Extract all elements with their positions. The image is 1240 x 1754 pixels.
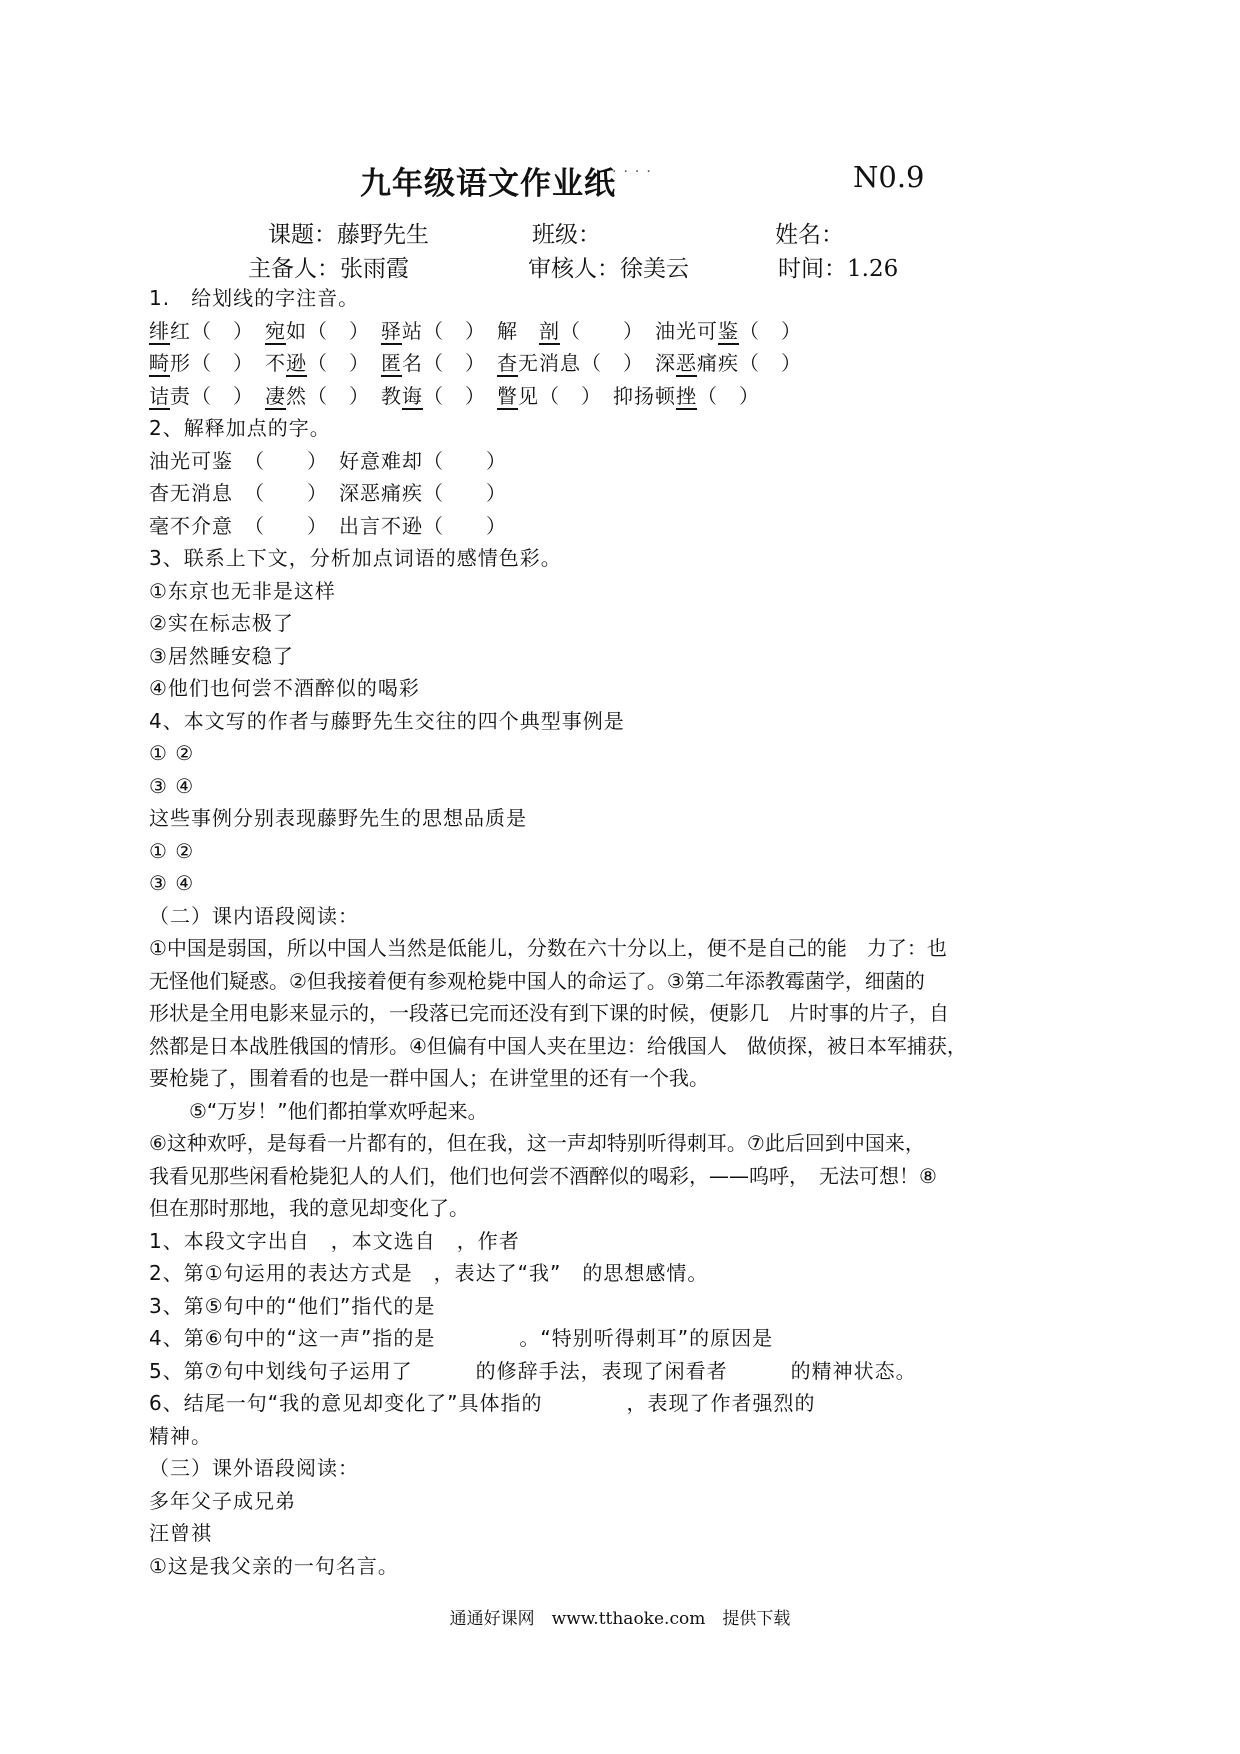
section-3-title: 多年父子成兄弟 bbox=[149, 1489, 296, 1513]
underlined-char: 诘 bbox=[149, 384, 170, 408]
underlined-char: 恶 bbox=[676, 351, 697, 375]
class-label: 班级： bbox=[532, 222, 601, 248]
title-dots: .... bbox=[612, 160, 658, 176]
q1-prompt: 1. 给划线的字注音。 bbox=[149, 286, 360, 310]
passage-line: 要枪毙了，围着看的也是一群中国人；在讲堂里的还有一个我。 bbox=[149, 1066, 709, 1090]
q3-prompt: 3、联系上下文，分析加点词语的感情色彩。 bbox=[149, 546, 562, 570]
reviewer-label: 审核人：徐美云 bbox=[528, 256, 689, 282]
title-row bbox=[360, 158, 960, 208]
footer-credit: 通通好课网 www.tthaoke.com 提供下载 bbox=[449, 1609, 791, 1629]
row-text: （ ） bbox=[739, 319, 802, 343]
q4-line-b: ③ ④ bbox=[149, 774, 195, 798]
row-text: （ ） 油光可 bbox=[560, 319, 718, 343]
section-2-heading: （二）课内语段阅读： bbox=[149, 904, 359, 928]
underlined-char: 畸 bbox=[149, 351, 170, 375]
passage-line: ⑥这种欢呼，是每看一片都有的，但在我，这一声却特别听得刺耳。⑦此后回到中国来， bbox=[149, 1131, 925, 1155]
section-3-heading: （三）课外语段阅读： bbox=[149, 1456, 359, 1480]
preparer-label: 主备人：张雨霞 bbox=[248, 256, 409, 282]
q3-item-3: ③居然睡安稳了 bbox=[149, 644, 294, 668]
row-text: 痛疾（ ） bbox=[697, 351, 802, 375]
underlined-char: 凄 bbox=[265, 384, 286, 408]
time-label: 时间：1.26 bbox=[778, 256, 899, 282]
q4-line-a: ① ② bbox=[149, 741, 195, 765]
section-2-question-6: 6、结尾一句“我的意见却变化了”具体指的 ，表现了作者强烈的 bbox=[149, 1391, 816, 1415]
underlined-char: 逊 bbox=[286, 351, 307, 375]
row-text: 站（ ） 解 bbox=[402, 319, 539, 343]
row-text: 然（ ） 教 bbox=[286, 384, 402, 408]
underlined-char: 宛 bbox=[265, 319, 286, 343]
q2-row-1: 油光可鉴 （ ） 好意难却（ ） bbox=[149, 449, 507, 473]
q1-row-2 bbox=[149, 350, 802, 376]
underlined-char: 绯 bbox=[149, 319, 170, 343]
underlined-char: 瞥 bbox=[497, 384, 518, 408]
row-text: （ ） bbox=[307, 351, 381, 375]
underlined-char: 杳 bbox=[497, 351, 518, 375]
q3-item-1: ①东京也无非是这样 bbox=[149, 579, 336, 603]
section-3-first-line: ①这是我父亲的一句名言。 bbox=[149, 1554, 399, 1578]
q3-item-4: ④他们也何尝不酒醉似的喝彩 bbox=[149, 676, 420, 700]
underlined-char: 诲 bbox=[402, 384, 423, 408]
q1-row-1 bbox=[149, 318, 802, 344]
underlined-char: 鉴 bbox=[718, 319, 739, 343]
q2-prompt: 2、解释加点的字。 bbox=[149, 416, 331, 440]
name-label: 姓名： bbox=[775, 222, 844, 248]
q2-row-2: 杳无消息 （ ） 深恶痛疾（ ） bbox=[149, 481, 507, 505]
row-text: （ ） bbox=[697, 384, 760, 408]
worksheet-number: N0.9 bbox=[853, 160, 925, 194]
passage-line: 我看见那些闲看枪毙犯人的人们，他们也何尝不酒醉似的喝彩，——呜呼， 无法可想！⑧ bbox=[149, 1164, 937, 1188]
q4-prompt: 4、本文写的作者与藤野先生交往的四个典型事例是 bbox=[149, 709, 625, 733]
row-text: 见（ ） 抑扬顿 bbox=[518, 384, 676, 408]
section-2-question-2: 2、第①句运用的表达方式是 ，表达了“我” 的思想感情。 bbox=[149, 1261, 709, 1285]
topic-label: 课题：藤野先生 bbox=[268, 222, 429, 248]
passage-line: 但在那时那地，我的意见却变化了。 bbox=[149, 1196, 469, 1220]
row-text: 名（ ） bbox=[402, 351, 497, 375]
underlined-char: 挫 bbox=[676, 384, 697, 408]
q3-item-2: ②实在标志极了 bbox=[149, 611, 294, 635]
row-text: （ ） bbox=[423, 384, 497, 408]
section-2-question-3: 3、第⑤句中的“他们”指代的是 bbox=[149, 1294, 436, 1318]
section-2-question-5: 5、第⑦句中划线句子运用了 的修辞手法，表现了闲看者 的精神状态。 bbox=[149, 1359, 917, 1383]
passage-line: ⑤“万岁！”他们都拍掌欢呼起来。 bbox=[149, 1099, 488, 1123]
q4-line-c: ① ② bbox=[149, 839, 195, 863]
underlined-char: 匿 bbox=[381, 351, 402, 375]
section-2-question-4: 4、第⑥句中的“这一声”指的是 。“特别听得刺耳”的原因是 bbox=[149, 1326, 774, 1350]
passage-line: 然都是日本战胜俄国的情形。④但偏有中国人夹在里边：给俄国人 做侦探，被日本军捕获， bbox=[149, 1034, 967, 1058]
section-2-question-1: 1、本段文字出自 ，本文选自 ，作者 bbox=[149, 1229, 520, 1253]
passage-line: 无怪他们疑惑。②但我接着便有参观枪毙中国人的命运了。③第二年添教霉菌学，细菌的 bbox=[149, 969, 925, 993]
section-2-question-6-cont: 精神。 bbox=[149, 1424, 212, 1448]
underlined-char: 剖 bbox=[539, 319, 560, 343]
passage-line: ①中国是弱国，所以中国人当然是低能儿，分数在六十分以上，便不是自己的能 力了：也 bbox=[149, 936, 947, 960]
q2-row-3: 毫不介意 （ ） 出言不逊（ ） bbox=[149, 514, 507, 538]
underlined-char: 驿 bbox=[381, 319, 402, 343]
passage-line: 形状是全用电影来显示的，一段落已完而还没有到下课的时候，便影几 片时事的片子，自 bbox=[149, 1001, 949, 1025]
page-title: 九年级语文作业纸 bbox=[360, 166, 616, 202]
row-text: 无消息（ ） 深 bbox=[518, 351, 676, 375]
q4-line-d: ③ ④ bbox=[149, 871, 195, 895]
q4-prompt-2: 这些事例分别表现藤野先生的思想品质是 bbox=[149, 806, 527, 830]
q1-row-3 bbox=[149, 383, 760, 409]
row-text: 责（ ） bbox=[170, 384, 265, 408]
row-text: 红（ ） bbox=[170, 319, 265, 343]
row-text: 形（ ） 不 bbox=[170, 351, 286, 375]
section-3-author: 汪曾祺 bbox=[149, 1521, 212, 1545]
row-text: 如（ ） bbox=[286, 319, 381, 343]
